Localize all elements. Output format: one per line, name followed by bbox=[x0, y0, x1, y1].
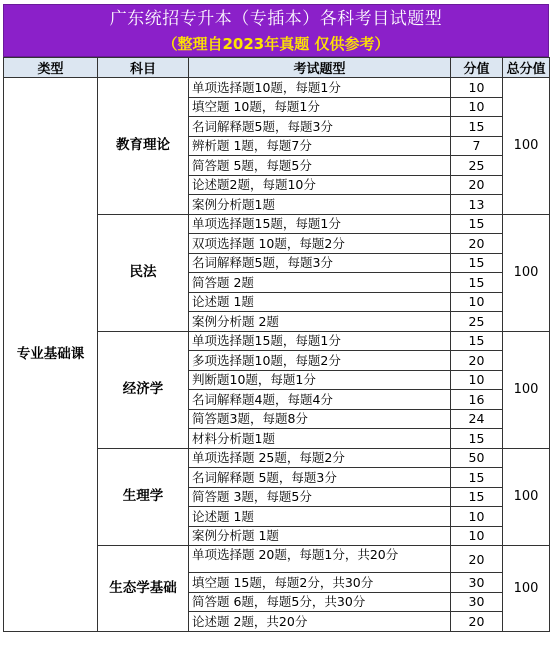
question-type-cell: 单项选择题 20题，每题1分，共20分 bbox=[189, 546, 451, 573]
question-type-cell: 名词解释题 5题，每题3分 bbox=[189, 468, 451, 488]
subject-cell: 民法 bbox=[98, 214, 189, 331]
question-type-cell: 论述题2题，每题10分 bbox=[189, 175, 451, 195]
question-type-cell: 简答题 6题，每题5分，共30分 bbox=[189, 592, 451, 612]
score-cell: 15 bbox=[451, 331, 503, 351]
score-cell: 15 bbox=[451, 214, 503, 234]
question-type-cell: 简答题 5题，每题5分 bbox=[189, 156, 451, 176]
question-type-cell: 多项选择题10题，每题2分 bbox=[189, 351, 451, 371]
column-header-subject: 科目 bbox=[98, 58, 189, 78]
total-score-cell: 100 bbox=[503, 331, 550, 448]
score-cell: 7 bbox=[451, 136, 503, 156]
question-type-cell: 论述题 2题，共20分 bbox=[189, 612, 451, 632]
question-type-cell: 单项选择题15题，每题1分 bbox=[189, 214, 451, 234]
score-cell: 15 bbox=[451, 468, 503, 488]
score-cell: 25 bbox=[451, 312, 503, 332]
subject-cell: 教育理论 bbox=[98, 78, 189, 215]
score-cell: 15 bbox=[451, 273, 503, 293]
question-type-cell: 简答题3题，每题8分 bbox=[189, 409, 451, 429]
score-cell: 20 bbox=[451, 175, 503, 195]
score-cell: 10 bbox=[451, 507, 503, 527]
subject-cell: 生理学 bbox=[98, 448, 189, 546]
question-type-cell: 简答题 3题，每题5分 bbox=[189, 487, 451, 507]
score-cell: 24 bbox=[451, 409, 503, 429]
question-type-cell: 填空题 10题，每题1分 bbox=[189, 97, 451, 117]
score-cell: 20 bbox=[451, 234, 503, 254]
column-header-question-types: 考试题型 bbox=[189, 58, 451, 78]
subject-cell: 经济学 bbox=[98, 331, 189, 448]
score-cell: 25 bbox=[451, 156, 503, 176]
total-score-cell: 100 bbox=[503, 448, 550, 546]
score-cell: 10 bbox=[451, 526, 503, 546]
score-cell: 20 bbox=[451, 612, 503, 632]
total-score-cell: 100 bbox=[503, 214, 550, 331]
question-type-cell: 论述题 1题 bbox=[189, 292, 451, 312]
question-type-cell: 判断题10题，每题1分 bbox=[189, 370, 451, 390]
question-type-cell: 单项选择题 25题，每题2分 bbox=[189, 448, 451, 468]
table-row bbox=[4, 78, 550, 98]
question-type-cell: 论述题 1题 bbox=[189, 507, 451, 527]
score-cell: 15 bbox=[451, 429, 503, 449]
score-cell: 16 bbox=[451, 390, 503, 410]
exam-sheet bbox=[3, 4, 549, 632]
question-type-cell: 名词解释题5题，每题3分 bbox=[189, 117, 451, 137]
score-cell: 50 bbox=[451, 448, 503, 468]
question-type-cell: 双项选择题 10题，每题2分 bbox=[189, 234, 451, 254]
question-type-cell: 材料分析题1题 bbox=[189, 429, 451, 449]
column-header-total: 总分值 bbox=[503, 58, 550, 78]
question-type-cell: 填空题 15题，每题2分，共30分 bbox=[189, 573, 451, 593]
table-header-row bbox=[4, 58, 550, 78]
total-score-cell: 100 bbox=[503, 78, 550, 215]
question-type-cell: 案例分析题 2题 bbox=[189, 312, 451, 332]
score-cell: 15 bbox=[451, 487, 503, 507]
score-cell: 20 bbox=[451, 351, 503, 371]
page-title: 广东统招专升本（专插本）各科考目试题型 bbox=[109, 9, 443, 29]
question-type-cell: 简答题 2题 bbox=[189, 273, 451, 293]
score-cell: 15 bbox=[451, 253, 503, 273]
title-banner bbox=[3, 4, 549, 57]
category-cell: 专业基础课 bbox=[4, 78, 98, 632]
question-type-cell: 辨析题 1题，每题7分 bbox=[189, 136, 451, 156]
score-cell: 20 bbox=[451, 546, 503, 573]
score-cell: 10 bbox=[451, 292, 503, 312]
total-score-cell: 100 bbox=[503, 546, 550, 632]
question-type-cell: 案例分析题1题 bbox=[189, 195, 451, 215]
page-subtitle: （整理自2023年真题 仅供参考） bbox=[162, 35, 390, 53]
exam-table bbox=[3, 57, 550, 632]
score-cell: 13 bbox=[451, 195, 503, 215]
question-type-cell: 名词解释题4题，每题4分 bbox=[189, 390, 451, 410]
question-type-cell: 单项选择题10题，每题1分 bbox=[189, 78, 451, 98]
score-cell: 30 bbox=[451, 592, 503, 612]
question-type-cell: 单项选择题15题，每题1分 bbox=[189, 331, 451, 351]
column-header-score: 分值 bbox=[451, 58, 503, 78]
score-cell: 10 bbox=[451, 370, 503, 390]
score-cell: 10 bbox=[451, 78, 503, 98]
table-body bbox=[4, 78, 550, 632]
column-header-type: 类型 bbox=[4, 58, 98, 78]
question-type-cell: 案例分析题 1题 bbox=[189, 526, 451, 546]
subject-cell: 生态学基础 bbox=[98, 546, 189, 632]
question-type-cell: 名词解释题5题，每题3分 bbox=[189, 253, 451, 273]
score-cell: 10 bbox=[451, 97, 503, 117]
score-cell: 30 bbox=[451, 573, 503, 593]
score-cell: 15 bbox=[451, 117, 503, 137]
